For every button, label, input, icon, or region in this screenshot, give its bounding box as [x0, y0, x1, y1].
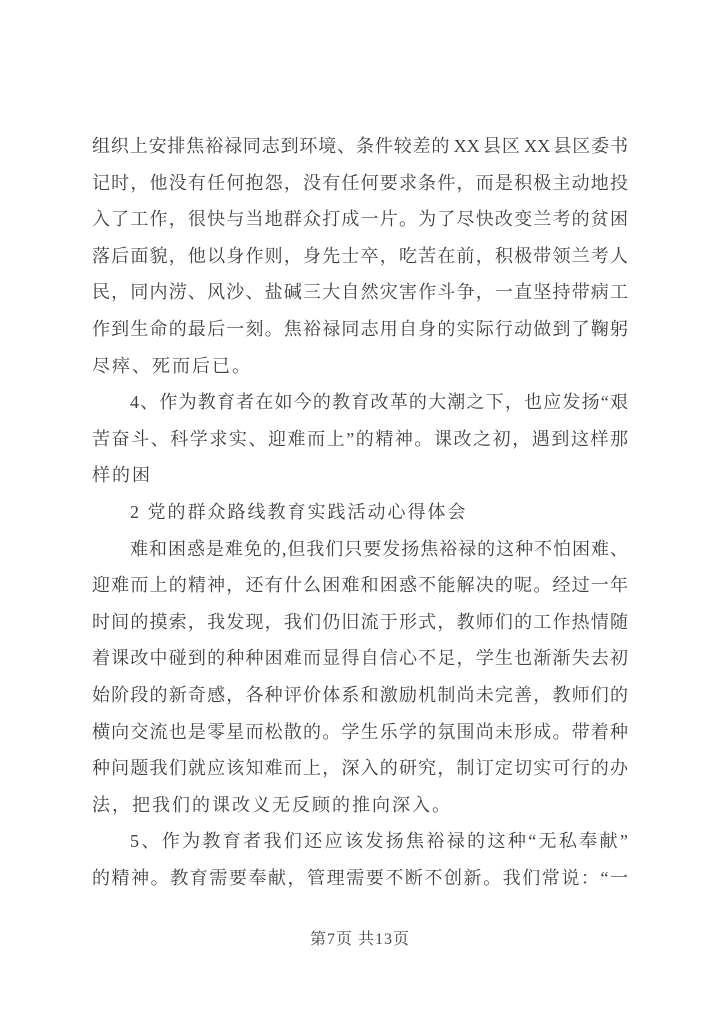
- text-line: 的精神。教育需要奉献，管理需要不断不创新。我们常说：“一: [92, 867, 628, 888]
- page-number-text: 第7页 共13页: [309, 931, 410, 948]
- text-line: 苦奋斗、科学求实、迎难而上”的精神。课改之初，遇到这样那: [92, 428, 628, 449]
- text-line: 种问题我们就应该知难而上，深入的研究，制订定切实可行的办: [92, 758, 628, 779]
- text-line: 组织上安排焦裕禄同志到环境、条件较差的 XX 县区 XX 县区委书: [92, 136, 628, 156]
- text-line: 法，把我们的课改义无反顾的推向深入。: [92, 794, 452, 815]
- text-line: 4、作为教育者在如今的教育改革的大潮之下，也应发扬“艰: [130, 392, 628, 413]
- text-line: 时间的摸索，我发现，我们仍旧流于形式，教师们的工作热情随: [92, 611, 628, 632]
- text-line: 尽瘁、死而后已。: [92, 355, 252, 376]
- text-line: 着课改中碰到的种种困难而显得自信心不足，学生也渐渐失去初: [92, 648, 628, 669]
- text-line: 5、作为教育者我们还应该发扬焦裕禄的这种“无私奉献”: [130, 831, 628, 852]
- text-line: 落后面貌，他以身作则，身先士卒，吃苦在前，积极带领兰考人: [92, 245, 628, 266]
- text-line: 民，同内涝、风沙、盐碱三大自然灾害作斗争，一直坚持带病工: [92, 282, 628, 303]
- text-line: 记时，他没有任何抱怨，没有任何要求条件，而是积极主动地投: [92, 172, 628, 193]
- text-line: 迎难而上的精神，还有什么困难和困惑不能解决的呢。经过一年: [92, 575, 628, 596]
- text-line: 始阶段的新奇感，各种评价体系和激励机制尚未完善，教师们的: [92, 684, 628, 705]
- text-line: 入了工作，很快与当地群众打成一片。为了尽快改变兰考的贫困: [92, 209, 628, 230]
- page-footer: [0, 928, 720, 952]
- text-line: 横向交流也是零星而松散的。学生乐学的氛围尚未形成。带着种: [92, 721, 628, 742]
- text-line: 样的困: [92, 465, 152, 486]
- text-line: 难和困惑是难免的,但我们只要发扬焦裕禄的这种不怕困难、: [130, 538, 628, 559]
- text-line: 作到生命的最后一刻。焦裕禄同志用自身的实际行动做到了鞠躬: [92, 318, 628, 339]
- text-line: 2 党的群众路线教育实践活动心得体会: [130, 501, 468, 522]
- text-block: [92, 128, 628, 896]
